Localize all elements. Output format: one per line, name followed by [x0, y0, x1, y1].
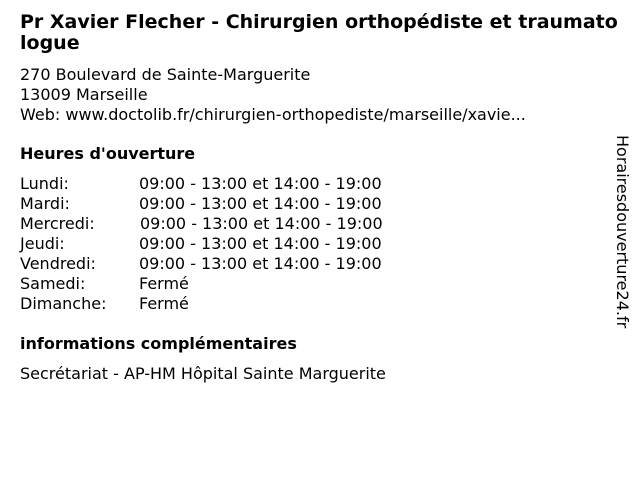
opening-hours-heading: Heures d'ouverture: [20, 144, 196, 163]
day-label: Jeudi:: [20, 234, 65, 253]
opening-hours-table: [20, 174, 383, 314]
day-label: Samedi:: [20, 274, 86, 293]
hours-row-friday: [20, 254, 383, 274]
hours-row-wednesday: [20, 214, 383, 234]
hours-row-monday: [20, 174, 383, 194]
additional-info-text: Secrétariat - AP-HM Hôpital Sainte Marguerite: [20, 364, 386, 383]
time-value: Fermé: [139, 274, 189, 293]
time-value: 09:00 - 13:00 et 14:00 - 19:00: [139, 194, 382, 213]
page-title: Pr Xavier Flecher - Chirurgien orthopédiste et traumatologue: [20, 11, 618, 54]
address-block: [20, 65, 526, 125]
hours-row-tuesday: [20, 194, 383, 214]
additional-info-heading: informations complémentaires: [20, 334, 297, 353]
time-value: 09:00 - 13:00 et 14:00 - 19:00: [139, 234, 382, 253]
time-value: 09:00 - 13:00 et 14:00 - 19:00: [139, 254, 382, 273]
site-watermark: Horairesdouverture24.fr: [613, 135, 632, 329]
day-label: Dimanche:: [20, 294, 107, 313]
city-postcode: 13009 Marseille: [20, 85, 148, 104]
day-label: Vendredi:: [20, 254, 96, 273]
hours-row-sunday: [20, 294, 383, 314]
hours-row-saturday: [20, 274, 383, 294]
time-value: 09:00 - 13:00 et 14:00 - 19:00: [140, 214, 383, 233]
street-address: 270 Boulevard de Sainte-Marguerite: [20, 65, 311, 84]
hours-row-thursday: [20, 234, 383, 254]
time-value: 09:00 - 13:00 et 14:00 - 19:00: [139, 174, 382, 193]
day-label: Mardi:: [20, 194, 70, 213]
day-label: Lundi:: [20, 174, 69, 193]
time-value: Fermé: [139, 294, 189, 313]
website-link[interactable]: Web: www.doctolib.fr/chirurgien-orthopediste/marseille/xavie...: [20, 105, 526, 124]
day-label: Mercredi:: [20, 214, 95, 233]
